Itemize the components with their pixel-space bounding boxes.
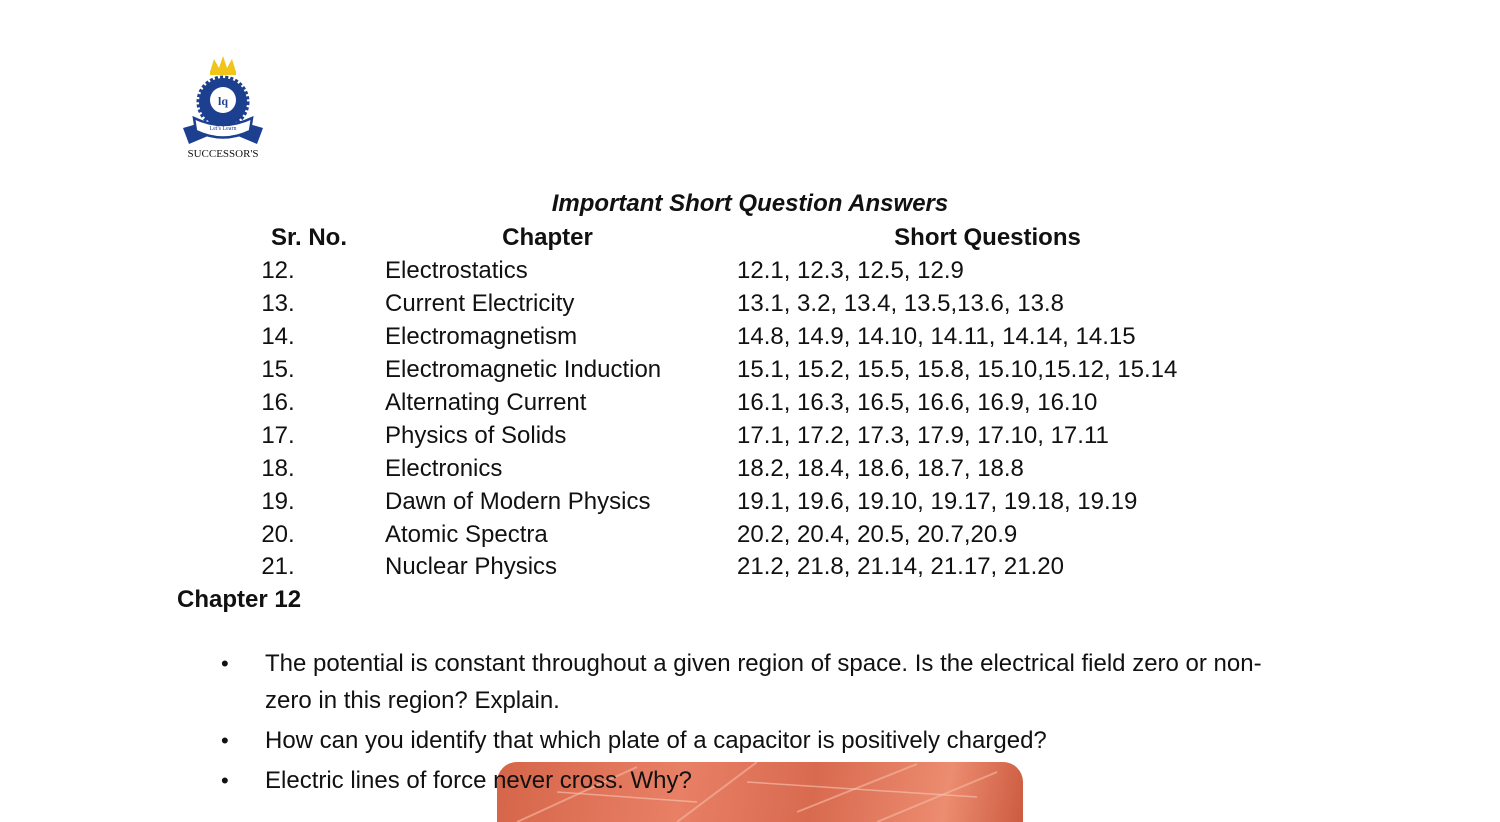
table-row [0,254,1500,287]
row-sr-no: 20. [261,521,295,548]
successors-crest-icon [180,56,266,162]
row-questions: 21.2, 21.8, 21.14, 21.17, 21.20 [737,553,1064,580]
header-chapter: Chapter [502,224,593,251]
chapter-heading: Chapter 12 [177,586,302,613]
list-item [0,645,1305,719]
question-text: How can you identify that which plate of a capacitor is positively charged? [265,727,1047,754]
row-chapter: Electronics [385,455,503,482]
row-questions: 12.1, 12.3, 12.5, 12.9 [737,257,964,284]
document-title: Important Short Question Answers [551,190,949,217]
table-row [0,485,1500,518]
row-chapter: Electromagnetic Induction [385,356,662,383]
row-chapter: Atomic Spectra [385,521,548,548]
table-row [0,518,1500,551]
successors-logo [180,56,266,162]
list-item [0,762,1305,799]
header-sr-no: Sr. No. [270,224,348,251]
row-sr-no: 17. [261,422,295,449]
question-list [0,645,1500,802]
logo-crest-text: Let's Learn [209,126,237,132]
question-text: Electric lines of force never cross. Why? [265,767,692,794]
list-item [0,722,1305,759]
row-sr-no: 19. [261,488,295,515]
table-row [0,353,1500,386]
row-questions: 14.8, 14.9, 14.10, 14.11, 14.14, 14.15 [737,323,1136,350]
row-sr-no: 18. [261,455,295,482]
row-questions: 15.1, 15.2, 15.5, 15.8, 15.10,15.12, 15.14 [737,356,1178,383]
svg-text:lq: lq [217,94,229,108]
row-sr-no: 21. [261,553,295,580]
row-chapter: Dawn of Modern Physics [385,488,651,515]
table-row [0,320,1500,353]
header-short-questions: Short Questions [894,224,1081,251]
table-row [0,452,1500,485]
logo-name: SUCCESSOR'S [187,148,259,160]
question-text: The potential is constant throughout a given region of space. Is the electrical field zero or non-zero in this region? Explain. [265,650,1262,714]
row-chapter: Physics of Solids [385,422,567,449]
table-row [0,550,1500,583]
row-chapter: Alternating Current [385,389,587,416]
row-chapter: Electromagnetism [385,323,578,350]
row-chapter: Electrostatics [385,257,528,284]
row-sr-no: 12. [261,257,295,284]
bullet-icon: • [221,768,229,793]
row-questions: 20.2, 20.4, 20.5, 20.7,20.9 [737,521,1018,548]
row-questions: 18.2, 18.4, 18.6, 18.7, 18.8 [737,455,1024,482]
row-sr-no: 16. [261,389,295,416]
row-sr-no: 15. [261,356,295,383]
row-questions: 16.1, 16.3, 16.5, 16.6, 16.9, 16.10 [737,389,1098,416]
row-chapter: Current Electricity [385,290,575,317]
row-sr-no: 13. [261,290,295,317]
row-questions: 13.1, 3.2, 13.4, 13.5,13.6, 13.8 [737,290,1064,317]
table-row [0,419,1500,452]
row-questions: 17.1, 17.2, 17.3, 17.9, 17.10, 17.11 [737,422,1109,449]
table-row [0,386,1500,419]
bullet-icon: • [221,651,229,676]
row-questions: 19.1, 19.6, 19.10, 19.17, 19.18, 19.19 [737,488,1138,515]
row-chapter: Nuclear Physics [385,553,558,580]
bullet-icon: • [221,728,229,753]
table-row [0,287,1500,320]
table-header [0,221,1500,254]
row-sr-no: 14. [261,323,295,350]
